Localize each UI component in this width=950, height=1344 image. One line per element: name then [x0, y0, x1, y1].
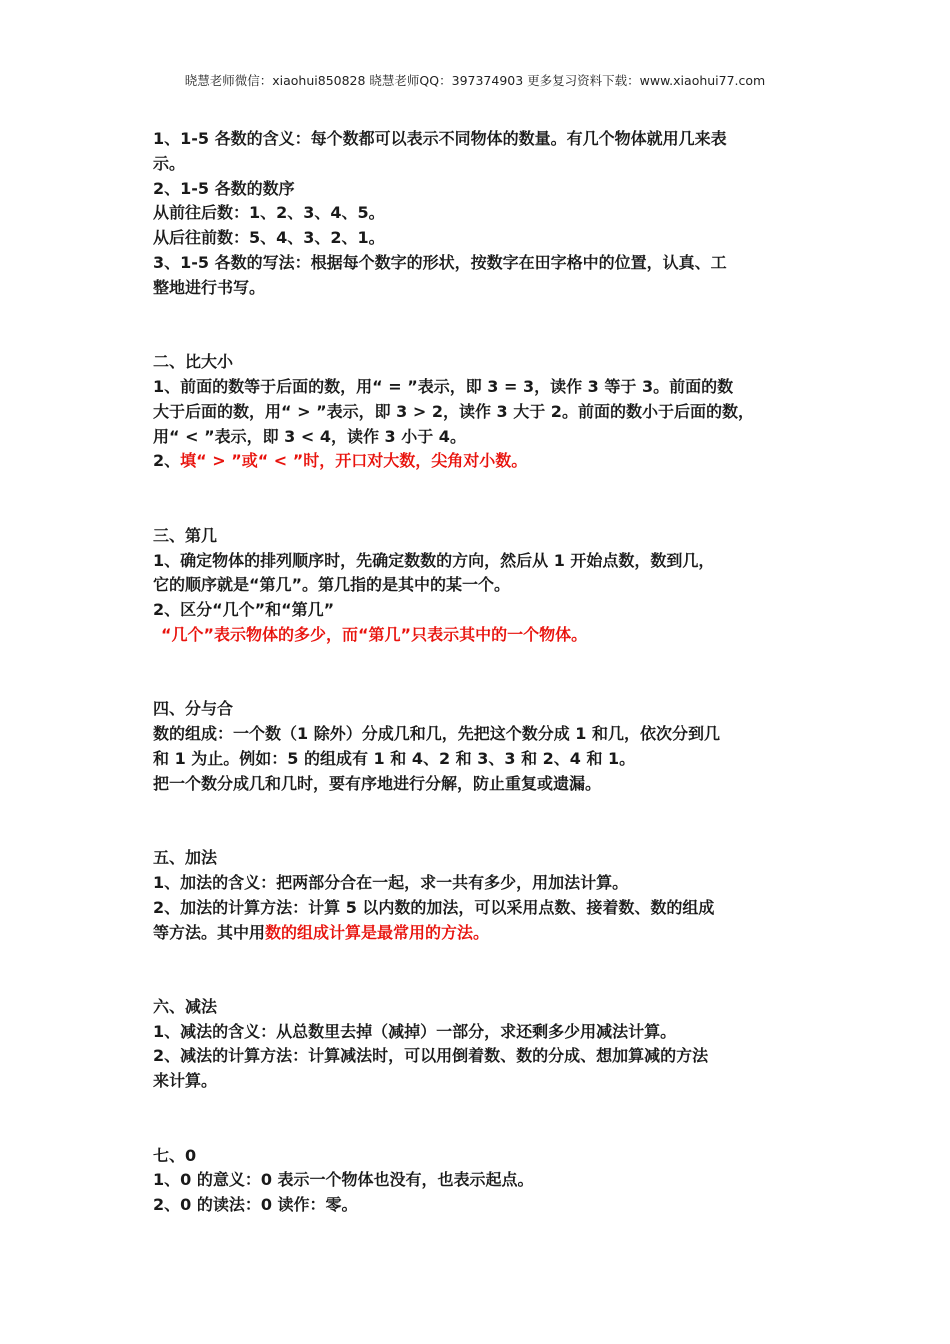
section-title: 七、0 [153, 1145, 197, 1165]
section-ordinal [153, 524, 803, 648]
paragraph: 2、加法的计算方法：计算 5 以内数的加法，可以采用点数、接着数、数的组成 [153, 897, 715, 917]
paragraph [153, 449, 803, 474]
paragraph: 1、1-5 各数的含义：每个数都可以表示不同物体的数量。有几个物体就用几来表 [153, 129, 727, 148]
section-title: 四、分与合 [153, 699, 234, 719]
paragraph: 1、确定物体的排列顺序时，先确定数数的方向，然后从 1 开始点数，数到几， [153, 550, 715, 570]
section-addition [153, 846, 803, 945]
section-zero [153, 1144, 803, 1218]
paragraph: 大于后面的数，用“ > ”表示，即 3 > 2，读作 3 大于 2。前面的数小于后面的数， [153, 401, 754, 421]
paragraph: 从后往前数：5、4、3、2、1。 [153, 228, 385, 248]
section-compare [153, 350, 803, 474]
paragraph: 2、减法的计算方法：计算减法时，可以用倒着数、数的分成、想加算减的方法 [153, 1046, 709, 1066]
document-body [153, 127, 803, 1218]
paragraph: 2、0 的读法：0 读作：零。 [153, 1195, 358, 1215]
section-subtraction [153, 995, 803, 1094]
paragraph: 1、减法的含义：从总数里去掉（减掉）一部分，求还剩多少用减法计算。 [153, 1021, 677, 1041]
section-title: 五、加法 [153, 848, 218, 868]
paragraph: 把一个数分成几和几时，要有序地进行分解，防止重复或遗漏。 [153, 773, 602, 793]
section-numbers [153, 127, 803, 301]
paragraph: 1、加法的含义：把两部分合在一起，求一共有多少，用加法计算。 [153, 872, 629, 892]
paragraph: 用“ < ”表示，即 3 < 4，读作 3 小于 4。 [153, 426, 466, 446]
list-number: 2、 [153, 451, 181, 471]
paragraph: 从前往后数：1、2、3、4、5。 [153, 203, 385, 223]
paragraph: 示。 [153, 153, 186, 173]
paragraph: 整地进行书写。 [153, 277, 266, 297]
highlight-text: “几个”表示物体的多少，而“第几”只表示其中的一个物体。 [161, 624, 588, 644]
paragraph: 数的组成：一个数（1 除外）分成几和几，先把这个数分成 1 和几，依次分到几 [153, 724, 720, 744]
section-title: 二、比大小 [153, 352, 234, 372]
paragraph: 1、0 的意义：0 表示一个物体也没有，也表示起点。 [153, 1170, 534, 1190]
text-run: 等方法。其中用 [153, 922, 266, 942]
paragraph: 2、区分“几个”和“第几” [153, 600, 335, 620]
highlight-text: 数的组成计算是最常用的方法。 [265, 922, 490, 942]
paragraph: 来计算。 [153, 1071, 218, 1091]
paragraph: 它的顺序就是“第几”。第几指的是其中的某一个。 [153, 575, 511, 595]
paragraph: 和 1 为止。例如：5 的组成有 1 和 4、2 和 3、3 和 2、4 和 1。 [153, 748, 636, 768]
highlight-text: 填“ > ”或“ < ”时，开口对大数，尖角对小数。 [180, 451, 528, 471]
paragraph: 3、1-5 各数的写法：根据每个数字的形状，按数字在田字格中的位置，认真、工 [153, 252, 727, 272]
paragraph: 1、前面的数等于后面的数，用“ = ”表示，即 3 = 3，读作 3 等于 3。前面的数 [153, 376, 734, 396]
section-title: 六、减法 [153, 996, 218, 1016]
section-title: 三、第几 [153, 525, 218, 545]
section-split-merge [153, 697, 803, 796]
page-header: 晓慧老师微信：xiaohui850828 晓慧老师QQ：397374903 更多复习资料下载：www.xiaohui77.com [184, 73, 766, 88]
paragraph: 2、1-5 各数的数序 [153, 178, 295, 198]
paragraph [153, 921, 803, 946]
